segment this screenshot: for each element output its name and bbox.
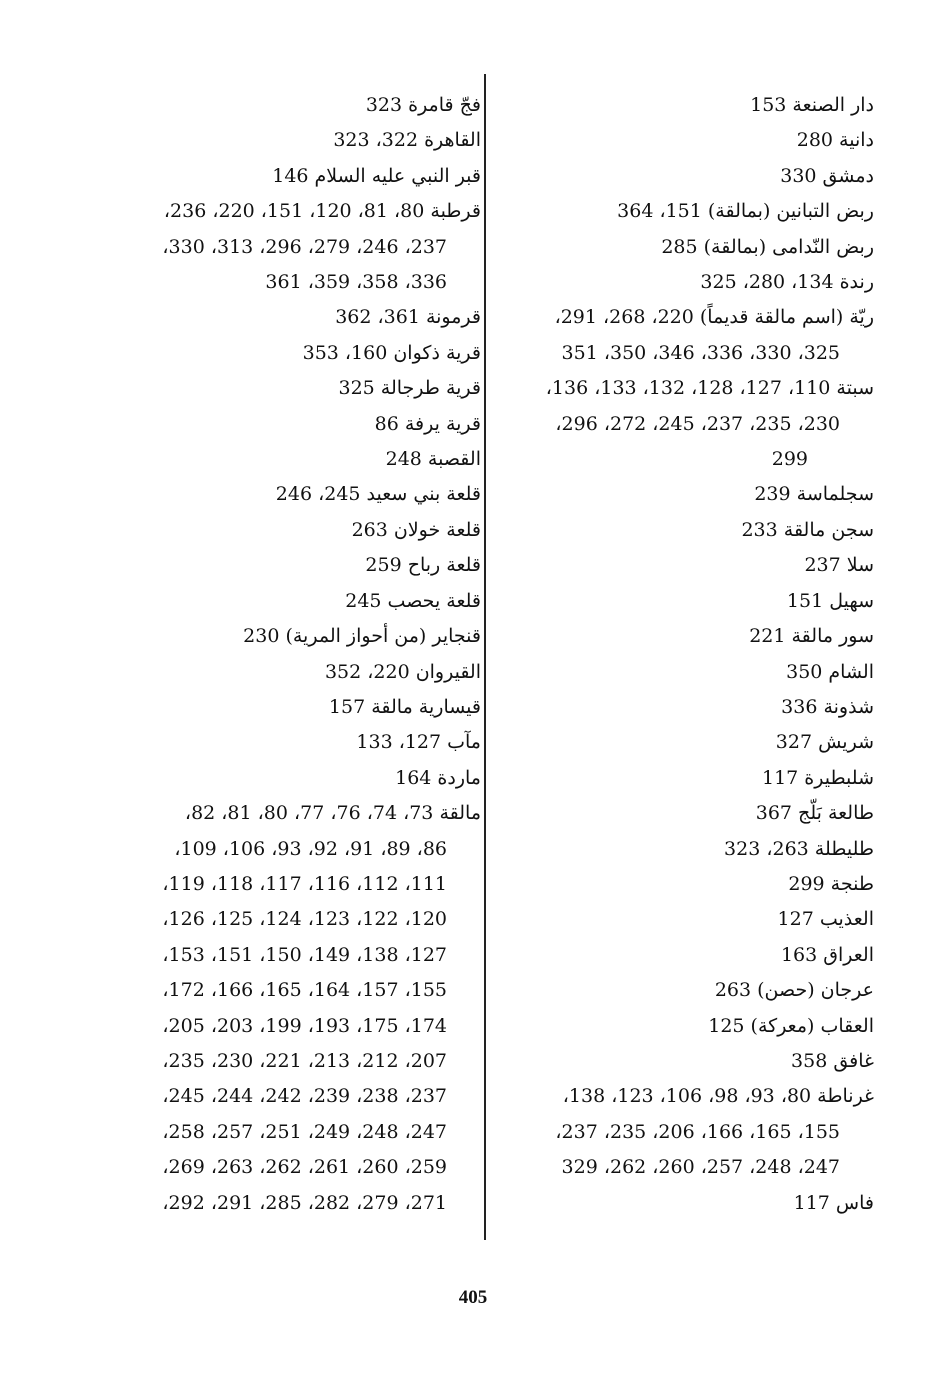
index-entry: قلعة رباح 259	[365, 554, 481, 577]
index-entry: دار الصنعة 153	[750, 94, 874, 116]
index-entry: طالعة بَلّج 367	[755, 802, 874, 825]
index-entry: الشام 350	[786, 660, 874, 683]
index-entry: قلعة خولان 263	[351, 518, 481, 541]
page-number: 405	[458, 1287, 488, 1308]
index-entry: سور مالقة 221	[749, 625, 874, 648]
index-column-left	[101, 88, 481, 1221]
index-entry: سجن مالقة 233	[741, 518, 874, 541]
index-entry: طليطلة 263، 323	[724, 837, 874, 860]
index-column-right	[494, 88, 874, 1221]
index-entry: غرناطة 80، 93، 98، 106، 123، 138،	[562, 1085, 874, 1108]
index-entry: ماردة 164	[395, 766, 481, 789]
index-entry: غافق 358	[791, 1049, 874, 1072]
index-entry-continuation: 325، 330، 336، 346، 350، 351	[561, 341, 840, 364]
index-entry: العراق 163	[780, 943, 874, 966]
index-entry-continuation: 86، 89، 91، 92، 93، 106، 109،	[174, 837, 447, 860]
index-entry: ربض النّدامى (بمالقة) 285	[661, 235, 874, 258]
index-entry-continuation: 111، 112، 116، 117، 118، 119،	[162, 872, 447, 895]
index-entry: ريّة (اسم مالقة قديماً) 220، 268، 291،	[554, 306, 874, 329]
index-entry: القصبة 248	[385, 448, 481, 471]
index-entry-continuation: 207، 212، 213، 221، 230، 235،	[162, 1049, 447, 1072]
index-entry: قرطبة 80، 81، 120، 151، 220، 236،	[163, 200, 481, 223]
index-entry: سلا 237	[804, 554, 874, 577]
index-entry: فاس 117	[793, 1191, 874, 1214]
index-entry: قلعة بني سعيد 245، 246	[275, 483, 481, 506]
index-entry-continuation: 247، 248، 257، 260، 262، 329	[561, 1156, 840, 1179]
index-entry: سبتة 110، 127، 128، 132، 133، 136،	[545, 377, 874, 400]
index-entry: مالقة 73، 74، 76، 77، 80، 81، 82،	[184, 802, 481, 825]
column-divider	[484, 74, 486, 1240]
index-entry: قلعة يحصب 245	[345, 589, 481, 612]
index-entry-continuation: 120، 122، 123، 124، 125، 126،	[162, 908, 447, 931]
index-entry-continuation: 271، 279، 282، 285، 291، 292،	[162, 1191, 447, 1214]
index-entry: قرية ذكوان 160، 353	[302, 341, 481, 364]
index-entry: عرجان (حصن) 263	[714, 979, 874, 1002]
index-entry-continuation: 299	[771, 448, 808, 471]
index-entry: القيروان 220، 352	[324, 660, 481, 683]
index-entry: قنجاير (من أحواز المرية) 230	[243, 625, 481, 648]
index-entry: قرمونة 361، 362	[335, 306, 481, 329]
index-entry-continuation: 155، 165، 166، 206، 235، 237،	[555, 1120, 840, 1143]
index-entry-continuation: 155، 157، 164، 165، 166، 172،	[162, 979, 447, 1002]
index-entry: القاهرة 322، 323	[333, 129, 481, 152]
index-entry-continuation: 237، 238، 239، 242، 244، 245،	[162, 1085, 447, 1108]
index-entry: شلبطيرة 117	[761, 766, 874, 789]
index-entry-continuation: 237، 246، 279، 296، 313، 330،	[162, 235, 447, 258]
index-entry: العذيب 127	[777, 908, 874, 931]
index-entry: مآب 127، 133	[356, 731, 481, 754]
index-entry-continuation: 247، 248، 249، 251، 257، 258،	[162, 1120, 447, 1143]
index-entry: قيسارية مالقة 157	[328, 695, 481, 718]
index-entry: رندة 134، 280، 325	[700, 271, 874, 294]
index-entry: قبر النبي عليه السلام 146	[272, 164, 481, 187]
index-entry: قرية يرفة 86	[374, 412, 481, 435]
index-entry: قرية طرجالة 325	[338, 377, 481, 400]
index-entry-continuation: 127، 138، 149، 150، 151، 153،	[162, 943, 447, 966]
index-entry: العقاب (معركة) 125	[708, 1014, 874, 1037]
index-entry: دانية 280	[796, 129, 874, 152]
index-entry: دمشق 330	[780, 164, 874, 187]
index-entry-continuation: 230، 235، 237، 245، 272، 296،	[555, 412, 840, 435]
index-entry: فجّ قامرة 323	[365, 94, 481, 116]
index-entry-continuation: 259، 260، 261، 262، 263، 269،	[162, 1156, 447, 1179]
index-entry: سهيل 151	[786, 589, 874, 612]
index-entry: سجلماسة 239	[754, 483, 874, 506]
index-entry: ربض التبانين (بمالقة) 151، 364	[617, 200, 874, 223]
index-entry-continuation: 174، 175، 193، 199، 203، 205،	[162, 1014, 447, 1037]
index-entry-continuation: 336، 358، 359، 361	[265, 271, 447, 294]
index-entry: طنجة 299	[788, 872, 874, 895]
index-entry: شذونة 336	[781, 695, 874, 718]
index-entry: شريش 327	[775, 731, 874, 754]
